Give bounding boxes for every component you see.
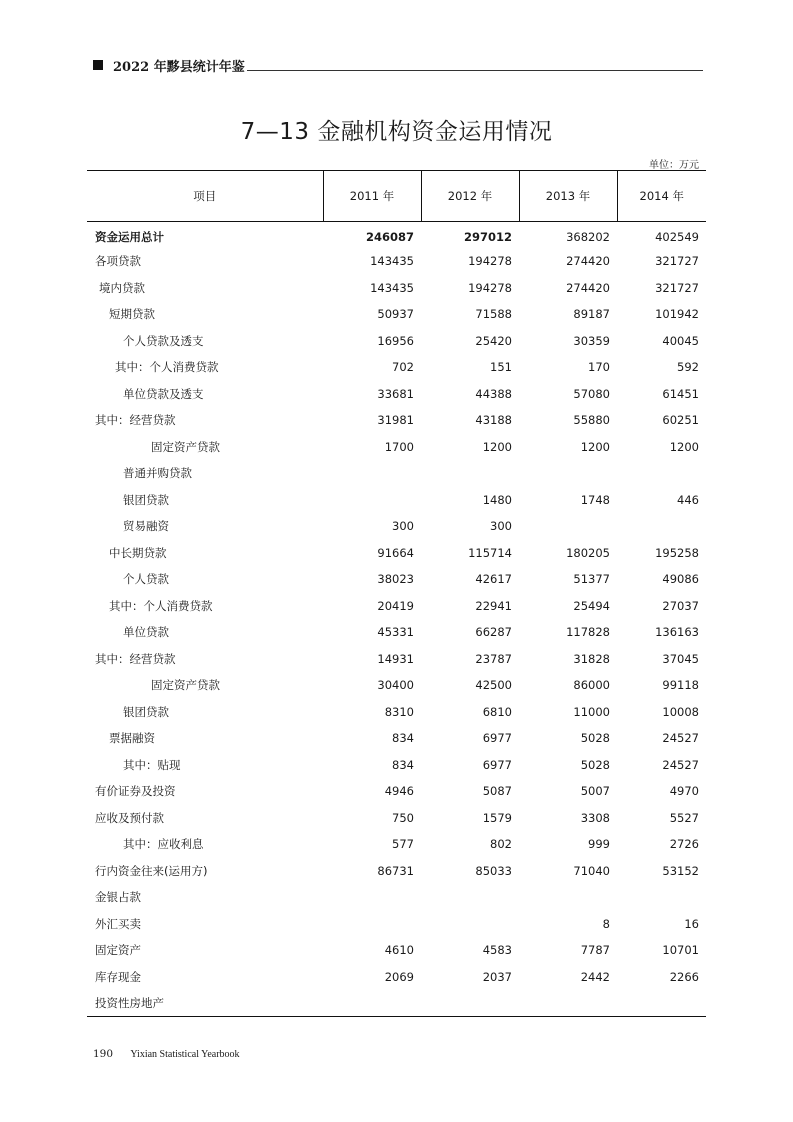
cell-value: 3308 bbox=[580, 810, 610, 825]
cell-value: 51377 bbox=[573, 572, 610, 587]
table-row bbox=[87, 619, 706, 646]
cell-value: 66287 bbox=[475, 625, 512, 640]
column-header-item: 项目 bbox=[87, 171, 323, 222]
table-row bbox=[87, 222, 706, 249]
cell-value: 91664 bbox=[377, 545, 414, 560]
cell-value: 194278 bbox=[468, 280, 512, 295]
table-row bbox=[87, 593, 706, 620]
cell-value: 50937 bbox=[377, 307, 414, 322]
cell-value bbox=[323, 487, 421, 514]
cell-value: 23787 bbox=[475, 651, 512, 666]
cell-value: 180205 bbox=[566, 545, 610, 560]
table-row bbox=[87, 699, 706, 726]
table-row bbox=[87, 646, 706, 673]
cell-value: 1200 bbox=[580, 439, 610, 454]
cell-value: 31981 bbox=[377, 413, 414, 428]
row-label: 其中：个人消费贷款 bbox=[115, 360, 219, 375]
cell-value: 2069 bbox=[384, 969, 414, 984]
cell-value: 86731 bbox=[377, 863, 414, 878]
cell-value: 834 bbox=[392, 757, 414, 772]
cell-value: 86000 bbox=[573, 678, 610, 693]
cell-value: 8 bbox=[602, 916, 610, 931]
cell-value: 592 bbox=[677, 360, 699, 375]
cell-value: 297012 bbox=[463, 229, 512, 244]
cell-value: 31828 bbox=[573, 651, 610, 666]
cell-value: 53152 bbox=[662, 863, 699, 878]
cell-value: 577 bbox=[392, 837, 414, 852]
cell-value: 4583 bbox=[482, 943, 512, 958]
cell-value: 2037 bbox=[482, 969, 512, 984]
table-row bbox=[87, 434, 706, 461]
cell-value: 143435 bbox=[370, 280, 414, 295]
row-label: 库存现金 bbox=[95, 969, 141, 984]
cell-value: 446 bbox=[677, 492, 699, 507]
table-body bbox=[87, 222, 706, 1017]
cell-value: 321727 bbox=[655, 254, 699, 269]
cell-value: 30400 bbox=[377, 678, 414, 693]
unit-note: 单位：万元 bbox=[649, 160, 699, 171]
cell-value: 274420 bbox=[566, 254, 610, 269]
table-row bbox=[87, 407, 706, 434]
cell-value: 40045 bbox=[662, 333, 699, 348]
cell-value: 1579 bbox=[482, 810, 512, 825]
page-footer bbox=[93, 1048, 240, 1060]
row-label: 行内资金往来(运用方) bbox=[95, 863, 208, 878]
cell-value: 5007 bbox=[580, 784, 610, 799]
cell-value: 14931 bbox=[377, 651, 414, 666]
cell-value: 43188 bbox=[475, 413, 512, 428]
cell-value: 5527 bbox=[669, 810, 699, 825]
cell-value: 16956 bbox=[377, 333, 414, 348]
cell-value: 61451 bbox=[662, 386, 699, 401]
cell-value bbox=[519, 460, 617, 487]
cell-value bbox=[617, 990, 706, 1017]
cell-value: 750 bbox=[392, 810, 414, 825]
row-label: 固定资产贷款 bbox=[151, 439, 220, 454]
cell-value: 10008 bbox=[662, 704, 699, 719]
cell-value: 2726 bbox=[669, 837, 699, 852]
row-label: 投资性房地产 bbox=[87, 990, 323, 1017]
row-label: 应收及预付款 bbox=[95, 810, 164, 825]
row-label: 个人贷款 bbox=[123, 572, 169, 587]
cell-value bbox=[519, 513, 617, 540]
cell-value bbox=[519, 990, 617, 1017]
column-header-2013: 2013 年 bbox=[519, 171, 617, 222]
cell-value bbox=[421, 460, 519, 487]
cell-value: 6977 bbox=[482, 757, 512, 772]
cell-value: 1200 bbox=[669, 439, 699, 454]
cell-value: 5087 bbox=[482, 784, 512, 799]
row-label: 其中：经营贷款 bbox=[95, 651, 176, 666]
cell-value bbox=[519, 884, 617, 911]
header-square-icon bbox=[93, 60, 103, 70]
cell-value: 44388 bbox=[475, 386, 512, 401]
table-row bbox=[87, 460, 706, 487]
cell-value: 2442 bbox=[580, 969, 610, 984]
cell-value: 24527 bbox=[662, 757, 699, 772]
cell-value: 1748 bbox=[580, 492, 610, 507]
data-table bbox=[87, 170, 706, 1017]
cell-value bbox=[617, 460, 706, 487]
table-row bbox=[87, 911, 706, 938]
column-header-2011: 2011 年 bbox=[323, 171, 421, 222]
table-row bbox=[87, 540, 706, 567]
cell-value: 368202 bbox=[566, 229, 610, 244]
table-row bbox=[87, 725, 706, 752]
cell-value: 802 bbox=[490, 837, 512, 852]
cell-value bbox=[421, 911, 519, 938]
cell-value: 85033 bbox=[475, 863, 512, 878]
table-row bbox=[87, 778, 706, 805]
cell-value bbox=[421, 884, 519, 911]
row-label: 外汇买卖 bbox=[95, 916, 141, 931]
row-label: 个人贷款及透支 bbox=[123, 333, 204, 348]
row-label: 固定资产 bbox=[95, 943, 141, 958]
cell-value: 117828 bbox=[566, 625, 610, 640]
row-label: 其中：应收利息 bbox=[123, 837, 204, 852]
table-row bbox=[87, 354, 706, 381]
cell-value: 1200 bbox=[482, 439, 512, 454]
cell-value: 195258 bbox=[655, 545, 699, 560]
cell-value: 151 bbox=[490, 360, 512, 375]
cell-value: 11000 bbox=[573, 704, 610, 719]
cell-value: 16 bbox=[684, 916, 699, 931]
cell-value: 1700 bbox=[384, 439, 414, 454]
cell-value: 22941 bbox=[475, 598, 512, 613]
row-label: 银团贷款 bbox=[123, 492, 169, 507]
table-row bbox=[87, 381, 706, 408]
table-row bbox=[87, 566, 706, 593]
cell-value: 143435 bbox=[370, 254, 414, 269]
row-label: 其中：经营贷款 bbox=[95, 413, 176, 428]
header-rule bbox=[247, 70, 703, 71]
cell-value: 4946 bbox=[384, 784, 414, 799]
table-row bbox=[87, 752, 706, 779]
cell-value: 42500 bbox=[475, 678, 512, 693]
table-row bbox=[87, 858, 706, 885]
table-row bbox=[87, 513, 706, 540]
cell-value: 60251 bbox=[662, 413, 699, 428]
cell-value: 321727 bbox=[655, 280, 699, 295]
cell-value: 194278 bbox=[468, 254, 512, 269]
table-row bbox=[87, 487, 706, 514]
page-number: 190 bbox=[93, 1048, 114, 1060]
cell-value bbox=[323, 884, 421, 911]
cell-value: 71588 bbox=[475, 307, 512, 322]
cell-value: 7787 bbox=[580, 943, 610, 958]
row-label: 资金运用总计 bbox=[95, 229, 164, 244]
cell-value: 25494 bbox=[573, 598, 610, 613]
cell-value: 300 bbox=[490, 519, 512, 534]
cell-value: 33681 bbox=[377, 386, 414, 401]
cell-value: 38023 bbox=[377, 572, 414, 587]
table-row bbox=[87, 964, 706, 991]
cell-value: 45331 bbox=[377, 625, 414, 640]
cell-value: 170 bbox=[588, 360, 610, 375]
cell-value: 300 bbox=[392, 519, 414, 534]
cell-value bbox=[617, 513, 706, 540]
row-label: 金银占款 bbox=[95, 890, 141, 905]
cell-value bbox=[323, 911, 421, 938]
cell-value: 25420 bbox=[475, 333, 512, 348]
table-row bbox=[87, 805, 706, 832]
cell-value: 49086 bbox=[662, 572, 699, 587]
cell-value: 1480 bbox=[482, 492, 512, 507]
cell-value: 5028 bbox=[580, 731, 610, 746]
running-header bbox=[93, 56, 703, 76]
row-label: 银团贷款 bbox=[123, 704, 169, 719]
cell-value: 8310 bbox=[384, 704, 414, 719]
cell-value: 24527 bbox=[662, 731, 699, 746]
table-row bbox=[87, 990, 706, 1017]
cell-value: 6977 bbox=[482, 731, 512, 746]
page-title: 7—13 金融机构资金运用情况 bbox=[240, 119, 553, 145]
cell-value: 4970 bbox=[669, 784, 699, 799]
row-label: 贸易融资 bbox=[123, 519, 169, 534]
table-row bbox=[87, 301, 706, 328]
cell-value: 101942 bbox=[655, 307, 699, 322]
cell-value: 5028 bbox=[580, 757, 610, 772]
cell-value bbox=[323, 990, 421, 1017]
row-label: 普通并购贷款 bbox=[123, 466, 192, 481]
table-row bbox=[87, 248, 706, 275]
cell-value: 4610 bbox=[384, 943, 414, 958]
row-label: 各项贷款 bbox=[95, 254, 141, 269]
cell-value: 37045 bbox=[662, 651, 699, 666]
cell-value: 30359 bbox=[573, 333, 610, 348]
cell-value: 99118 bbox=[662, 678, 699, 693]
cell-value: 999 bbox=[588, 837, 610, 852]
cell-value: 10701 bbox=[662, 943, 699, 958]
cell-value bbox=[421, 990, 519, 1017]
row-label: 有价证券及投资 bbox=[95, 784, 176, 799]
table-row bbox=[87, 275, 706, 302]
cell-value: 834 bbox=[392, 731, 414, 746]
table-header-row bbox=[87, 171, 706, 222]
row-label: 票据融资 bbox=[109, 731, 155, 746]
table-row bbox=[87, 884, 706, 911]
cell-value: 27037 bbox=[662, 598, 699, 613]
cell-value: 57080 bbox=[573, 386, 610, 401]
table-row bbox=[87, 672, 706, 699]
cell-value: 42617 bbox=[475, 572, 512, 587]
cell-value bbox=[323, 460, 421, 487]
row-label: 其中：个人消费贷款 bbox=[109, 598, 213, 613]
cell-value: 2266 bbox=[669, 969, 699, 984]
cell-value: 115714 bbox=[468, 545, 512, 560]
table-row bbox=[87, 831, 706, 858]
row-label: 短期贷款 bbox=[109, 307, 155, 322]
column-header-2014: 2014 年 bbox=[617, 171, 706, 222]
cell-value: 402549 bbox=[655, 229, 699, 244]
cell-value: 702 bbox=[392, 360, 414, 375]
cell-value bbox=[617, 884, 706, 911]
table-row bbox=[87, 328, 706, 355]
footer-text: Yixian Statistical Yearbook bbox=[130, 1049, 240, 1060]
cell-value: 89187 bbox=[573, 307, 610, 322]
cell-value: 20419 bbox=[377, 598, 414, 613]
cell-value: 246087 bbox=[365, 229, 414, 244]
row-label: 境内贷款 bbox=[99, 280, 145, 295]
row-label: 其中：贴现 bbox=[123, 757, 181, 772]
cell-value: 274420 bbox=[566, 280, 610, 295]
cell-value: 136163 bbox=[655, 625, 699, 640]
header-text: 2022 年黟县统计年鉴 bbox=[113, 60, 245, 75]
cell-value: 71040 bbox=[573, 863, 610, 878]
cell-value: 55880 bbox=[573, 413, 610, 428]
row-label: 中长期贷款 bbox=[109, 545, 167, 560]
column-header-2012: 2012 年 bbox=[421, 171, 519, 222]
row-label: 固定资产贷款 bbox=[151, 678, 220, 693]
cell-value: 6810 bbox=[482, 704, 512, 719]
table-row bbox=[87, 937, 706, 964]
row-label: 单位贷款 bbox=[123, 625, 169, 640]
row-label: 单位贷款及透支 bbox=[123, 386, 204, 401]
